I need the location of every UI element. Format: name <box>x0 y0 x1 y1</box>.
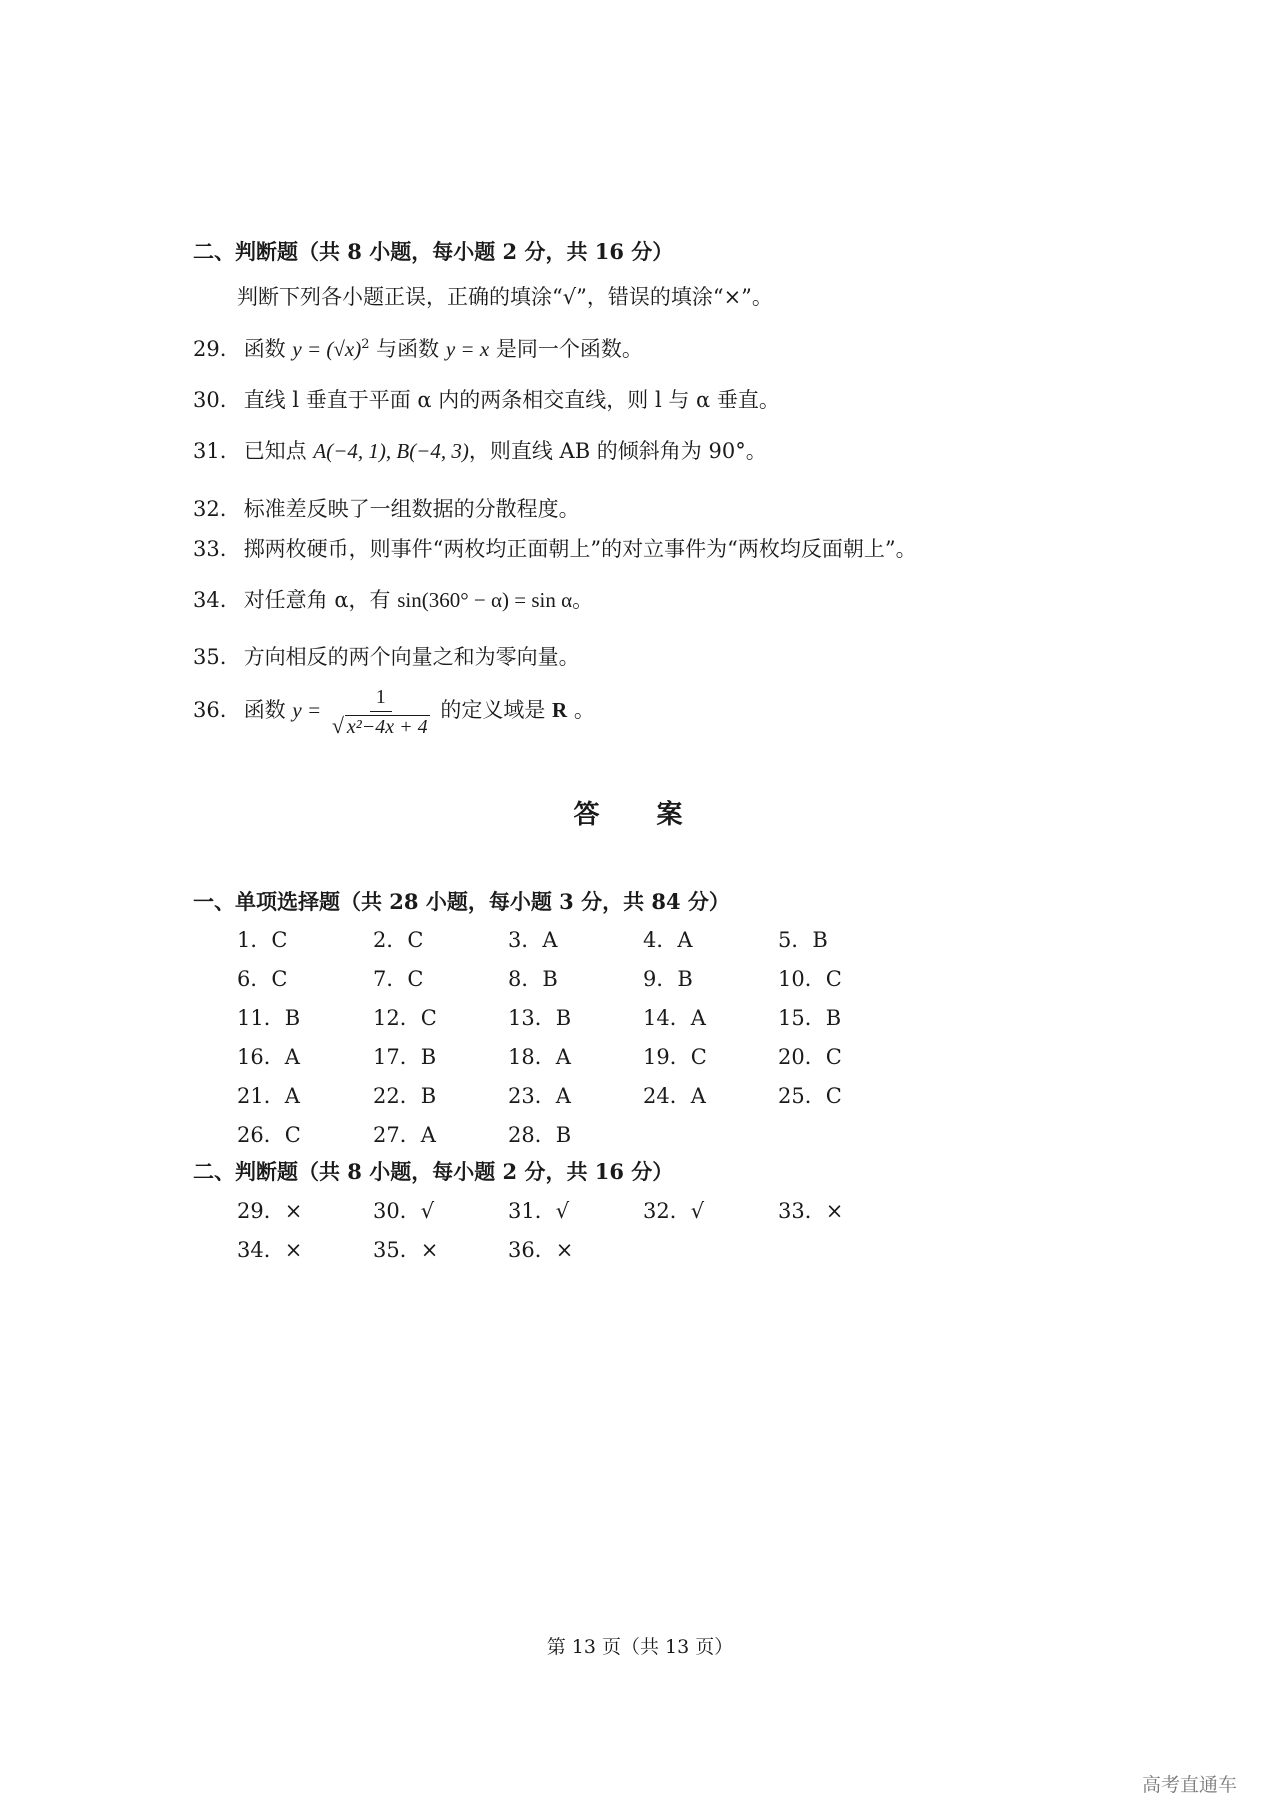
question-36 <box>193 680 595 744</box>
answer-item: 33．× <box>778 1199 844 1223</box>
answer-item: 34．× <box>237 1238 303 1262</box>
question-33 <box>193 534 917 564</box>
question-text: 的定义域是 <box>440 698 546 722</box>
answer-item: 4．A <box>643 928 693 952</box>
answer-item: 26．C <box>237 1123 301 1147</box>
answer-item: 23．A <box>508 1084 571 1108</box>
answer-item: 16．A <box>237 1045 300 1069</box>
answer-heading: 答 案 <box>573 800 707 830</box>
answer-item: 24．A <box>643 1084 706 1108</box>
question-number: 33. <box>193 537 227 561</box>
question-number: 35. <box>193 645 227 669</box>
question-text: 已知点 <box>243 439 307 463</box>
question-text: ，则直线 AB 的倾斜角为 90°。 <box>468 439 767 463</box>
answers-section1-title: 一、单项选择题（共 28 小题，每小题 3 分，共 84 分） <box>193 889 730 914</box>
question-30 <box>193 385 780 415</box>
radicand: x²−4x + 4 <box>346 716 428 738</box>
watermark: 高考直通车 <box>1142 1774 1238 1796</box>
fraction <box>332 683 430 740</box>
answer-item: 13．B <box>508 1006 572 1030</box>
question-number: 36. <box>193 698 227 722</box>
fraction-numerator: 1 <box>370 683 392 712</box>
answer-item: 20．C <box>778 1045 842 1069</box>
answer-item: 3．A <box>508 928 558 952</box>
answer-item: 32．√ <box>643 1199 705 1223</box>
answer-item: 21．A <box>237 1084 300 1108</box>
judgment-section-title: 二、判断题（共 8 小题，每小题 2 分，共 16 分） <box>193 239 674 264</box>
math-expression: y = (√x) <box>292 337 362 361</box>
answer-item: 6．C <box>237 967 288 991</box>
answer-item: 36．× <box>508 1238 574 1262</box>
judgment-instruction: 判断下列各小题正误，正确的填涂“√”，错误的填涂“×”。 <box>237 285 773 309</box>
question-text: 函数 <box>243 337 286 361</box>
answers-section2-title: 二、判断题（共 8 小题，每小题 2 分，共 16 分） <box>193 1159 674 1184</box>
answer-item: 10．C <box>778 967 842 991</box>
answer-item: 1．C <box>237 928 288 952</box>
question-32 <box>193 494 580 524</box>
question-number: 30. <box>193 388 227 412</box>
page-footer: 第 13 页（共 13 页） <box>546 1636 734 1658</box>
answer-item: 19．C <box>643 1045 707 1069</box>
answer-item: 14．A <box>643 1006 706 1030</box>
answer-item: 30．√ <box>373 1199 435 1223</box>
answer-item: 8．B <box>508 967 558 991</box>
answer-item: 15．B <box>778 1006 842 1030</box>
question-number: 32. <box>193 497 227 521</box>
math-expression: A(−4, 1), B(−4, 3) <box>313 439 469 463</box>
answer-item: 22．B <box>373 1084 437 1108</box>
question-text: 方向相反的两个向量之和为零向量。 <box>243 645 580 669</box>
question-text: 。 <box>572 588 594 612</box>
superscript: 2 <box>361 337 370 352</box>
answer-item: 35．× <box>373 1238 439 1262</box>
answer-item: 5．B <box>778 928 828 952</box>
question-31 <box>193 436 767 466</box>
answer-item: 12．C <box>373 1006 437 1030</box>
question-number: 29. <box>193 337 227 361</box>
math-expression: y = x <box>445 337 490 361</box>
real-set-symbol: R <box>552 698 568 722</box>
answer-item: 7．C <box>373 967 424 991</box>
question-text: 。 <box>573 698 595 722</box>
question-number: 31. <box>193 439 227 463</box>
question-text: 函数 <box>243 698 286 722</box>
answer-item: 31．√ <box>508 1199 570 1223</box>
fraction-denominator <box>332 712 430 740</box>
question-34 <box>193 585 593 615</box>
answer-item: 9．B <box>643 967 693 991</box>
question-29 <box>193 330 643 364</box>
question-text: 是同一个函数。 <box>495 337 643 361</box>
question-text: 直线 l 垂直于平面 α 内的两条相交直线，则 l 与 α 垂直。 <box>243 388 780 412</box>
math-expression: y = <box>292 698 322 722</box>
answer-item: 11．B <box>237 1006 301 1030</box>
answer-item: 25．C <box>778 1084 842 1108</box>
answer-item: 18．A <box>508 1045 571 1069</box>
question-35 <box>193 642 580 672</box>
sqrt-icon: √ <box>331 713 344 738</box>
math-expression: sin(360° − α) = sin α <box>397 588 573 612</box>
answer-item: 2．C <box>373 928 424 952</box>
question-text: 标准差反映了一组数据的分散程度。 <box>243 497 580 521</box>
question-text: 对任意角 α，有 <box>243 588 391 612</box>
answer-item: 27．A <box>373 1123 436 1147</box>
answer-item: 29．× <box>237 1199 303 1223</box>
question-text: 掷两枚硬币，则事件“两枚均正面朝上”的对立事件为“两枚均反面朝上”。 <box>243 537 917 561</box>
answer-item: 28．B <box>508 1123 572 1147</box>
question-text: 与函数 <box>376 337 440 361</box>
question-number: 34. <box>193 588 227 612</box>
answer-item: 17．B <box>373 1045 437 1069</box>
